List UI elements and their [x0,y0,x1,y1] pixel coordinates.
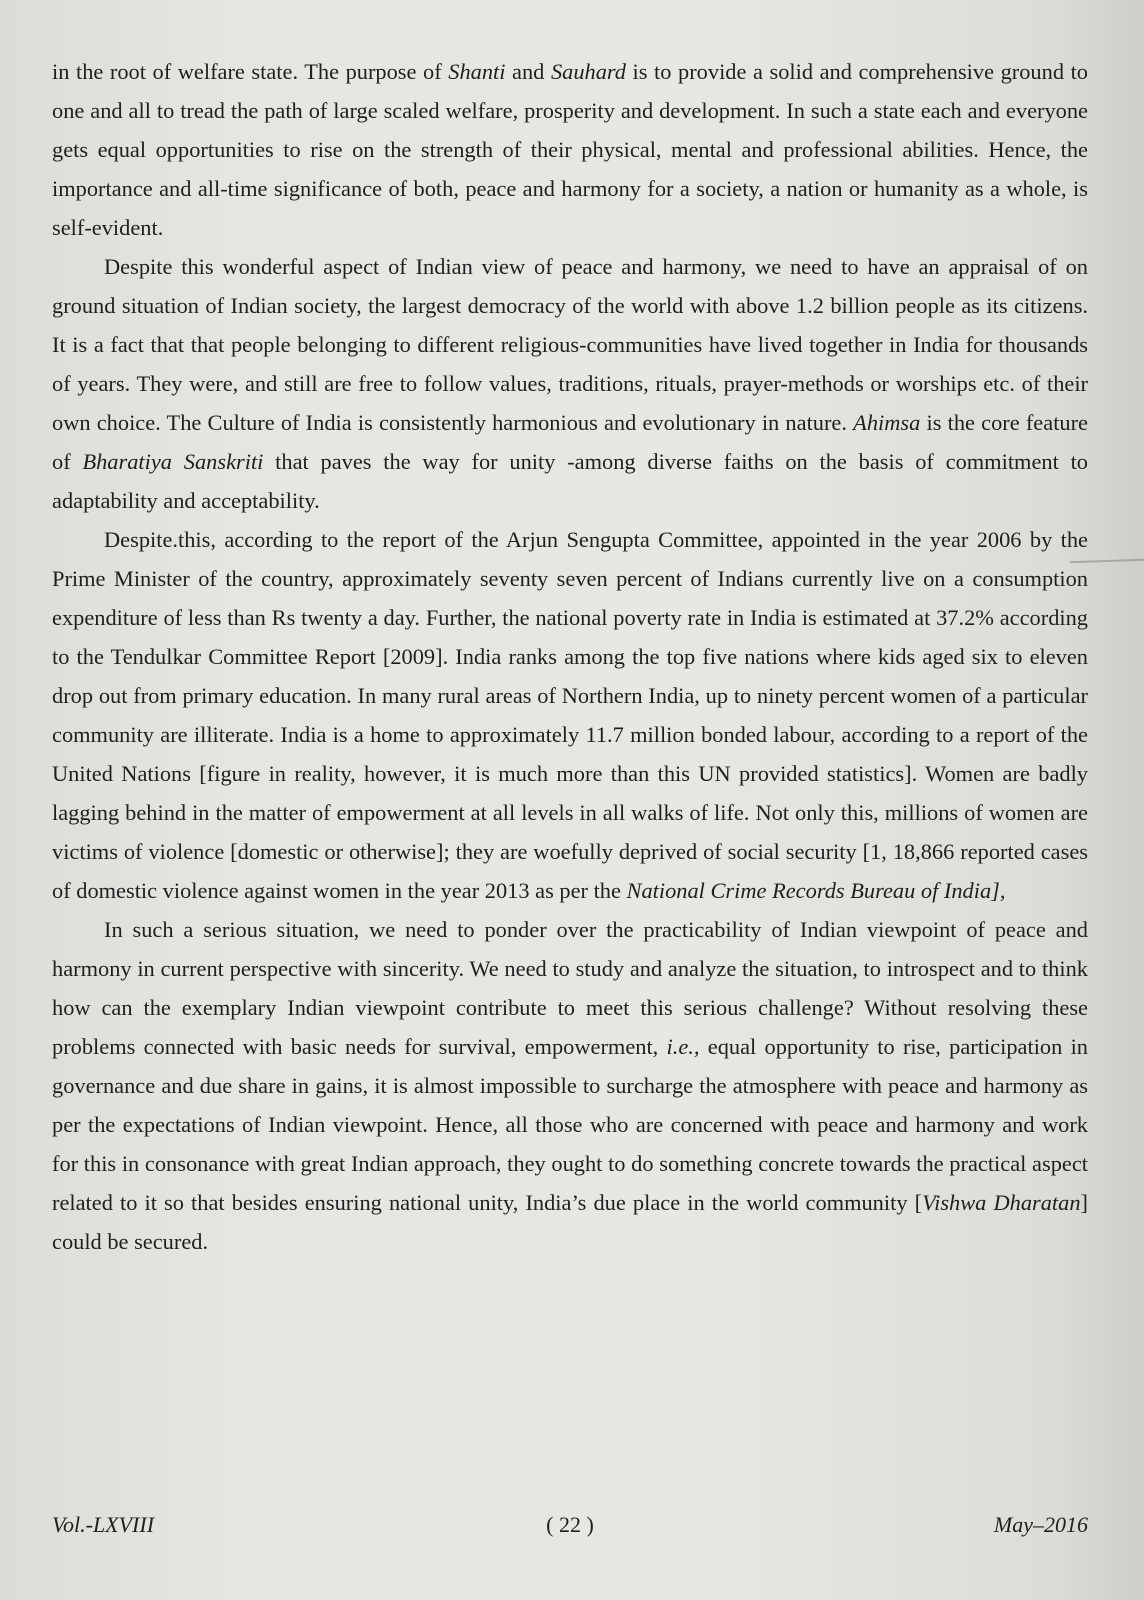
italic-term-vishwa-dharatan: Vishwa Dharatan [922,1190,1081,1215]
italic-term-shanti: Shanti [448,59,506,84]
text-run: In such a serious situation, we need to ponder over the practicability of Indian viewpoint of peace and harmony in current perspective with sincerity. We need to study and analyze the situation, to introspect and to think how can the exemplary Indian viewpoint contribute to meet this serious challenge? Without resolving these problems connected with basic needs for survival, empowerment, [52,917,1088,1059]
footer-page-number: ( 22 ) [546,1512,594,1537]
italic-term-ie: i.e., [666,1034,700,1059]
paragraph-welfare-state [52,52,1088,247]
italic-term-bharatiya-sanskriti: Bharatiya Sanskriti [82,449,264,474]
footer-volume: Vol.-LXVIII [52,1512,155,1537]
footer-date: May–2016 [993,1512,1088,1537]
article-body [52,52,1088,1261]
text-run: is to provide a solid and comprehensive ground to one and all to tread the path of large scaled welfare, prosperity and development. In such a state each and everyone gets equal opportunities to rise on the strength of their physical, mental and professional abilities. Hence, the importance and all-time significance of both, peace and harmony for a society, a nation or humanity as a whole, is self-evident. [52,59,1088,240]
text-run: Despite.this, according to the report of the Arjun Sengupta Committee, appointed in the year 2006 by the Prime Minister of the country, approximately seventy seven percent of Indians currently live on a consumption expenditure of less than Rs twenty a day. Further, the national poverty rate in India is estimated at 37.2% according to the Tendulkar Committee Report [2009]. India ranks among the top five nations where kids aged six to eleven drop out from primary education. In many rural areas of Northern India, up to ninety percent women of a particular community are illiterate. India is a home to approximately 11.7 million bonded labour, according to a report of the United Nations [figure in reality, however, it is much more than this UN provided statistics]. Women are badly lagging behind in the matter of empowerment at all levels in all walks of life. Not only this, millions of women are victims of violence [domestic or otherwise]; they are woefully deprived of social security [1, 18,866 reported cases of domestic violence against women in the year 2013 as per the [52,527,1088,903]
text-run: equal opportunity to rise, participation in governance and due share in gains, it is almost impossible to surcharge the atmosphere with peace and harmony as per the expectations of Indian viewpoint. Hence, all those who are concerned with peace and harmony and work for this in consonance with great Indian approach, they ought to do something concrete towards the practical aspect related to it so that besides ensuring national unity, India’s due place in the world community [ [52,1034,1088,1215]
text-run: ] could be secured. [52,1190,1088,1254]
page-footer [52,1512,1088,1548]
text-run: is the core feature of [52,410,1088,474]
paragraph-poverty-statistics [52,520,1088,910]
italic-term-ahimsa: Ahimsa [853,410,921,435]
text-run: that paves the way for unity -among diverse faiths on the basis of commitment to adaptability and acceptability. [52,449,1089,513]
text-run: in the root of welfare state. The purpose of [52,59,449,84]
text-run: Despite this wonderful aspect of Indian view of peace and harmony, we need to have an appraisal of on ground situation of Indian society, the largest democracy of the world with above 1.2 billion people as its citizens. It is a fact that that people belonging to different religious-communities have lived together in India for thousands of years. They were, and still are free to follow values, traditions, rituals, prayer-methods or worships etc. of their own choice. The Culture of India is consistently harmonious and evolutionary in nature. [52,254,1088,435]
italic-term-ncrb: National Crime Records Bureau of India], [626,878,1006,903]
italic-term-sauhard: Sauhard [550,59,626,84]
text-run: and [505,59,551,84]
paragraph-serious-situation [52,910,1088,1261]
paragraph-indian-society [52,247,1088,520]
